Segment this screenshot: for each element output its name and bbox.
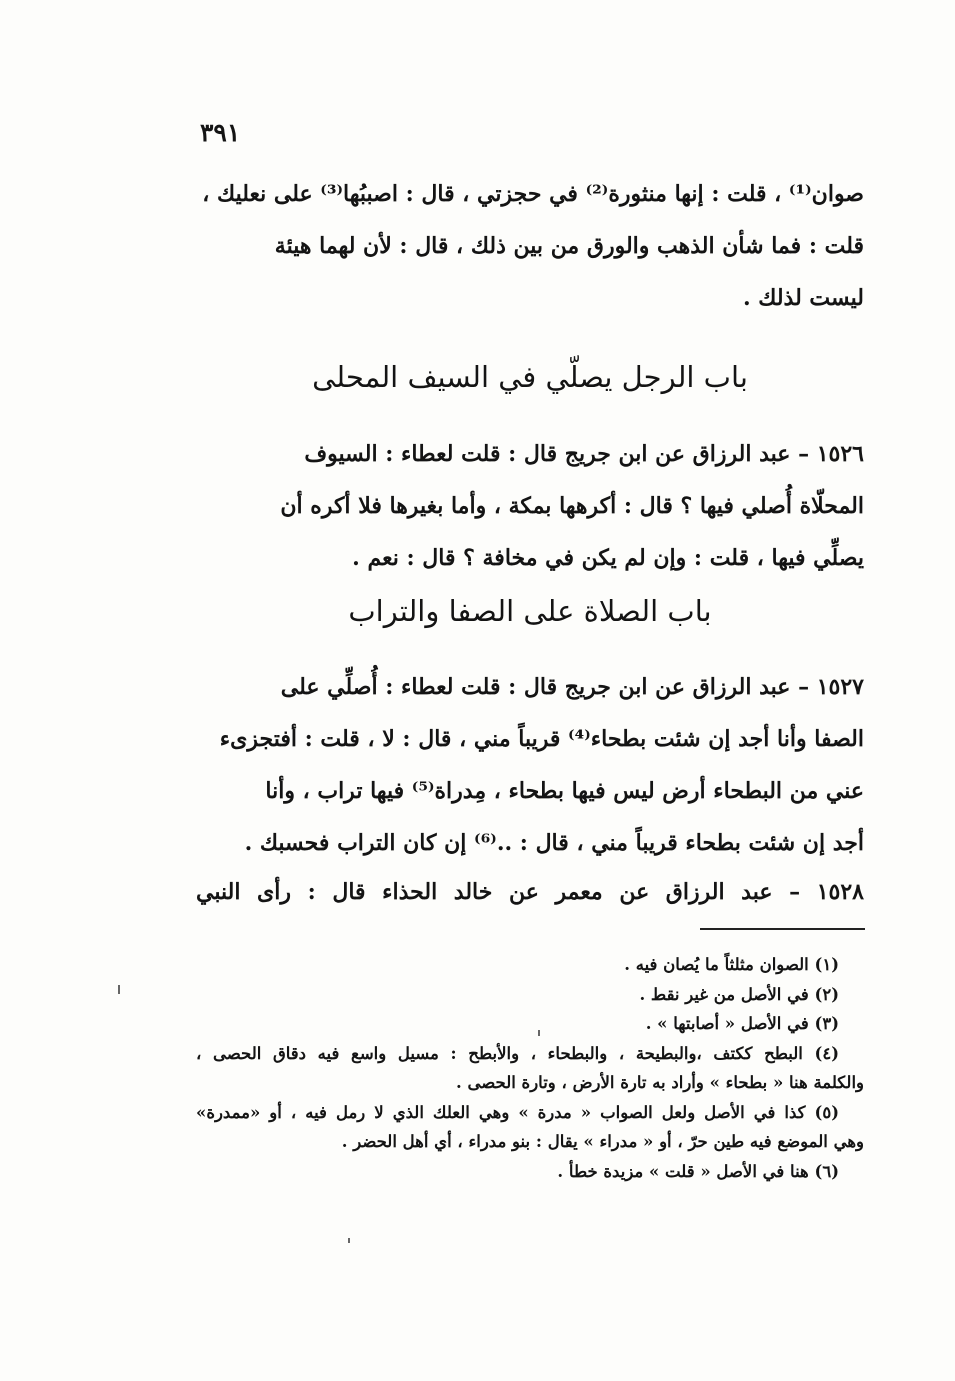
- hadith-1526: [196, 428, 864, 584]
- footnote-4-cont: والكلمة هنا « بطحاء » وأراد به تارة الأرض ، وتارة الحصى .: [456, 1073, 864, 1092]
- hadith-1528: [196, 866, 864, 918]
- hadith-1526-line-3: يصلِّي فيها ، قلت : وإن لم يكن في مخافة ؟ قال : نعم .: [352, 545, 864, 571]
- footnote-3: (٣) في الأصل « أصابتها » .: [645, 1014, 839, 1033]
- hadith-1527-line-1: ١٥٢٧ – عبد الرزاق عن ابن جريج قال : قلت لعطاء : أُصلِّي على: [280, 674, 864, 700]
- footnote-5-cont: وهي الموضع فيه طين حرّ ، أو « مدراء » يقال : بنو مدراء ، أي أهل الحضر .: [341, 1132, 864, 1151]
- scan-speck: [118, 985, 120, 994]
- hadith-1527-line-2: الصفا وأنا أجد إن شئت بطحاء⁽⁴⁾ قريباً مني ، قال : لا ، قلت : أفتجزىء: [219, 726, 864, 752]
- scan-speck: [538, 1030, 540, 1036]
- hadith-1528-line-1: ١٥٢٨ – عبد الرزاق عن معمر عن خالد الحذاء قال : رأى النبي: [196, 879, 864, 905]
- page-number: ٣٩١: [200, 118, 241, 147]
- hadith-1526-line-2: المحلّاة أُصلي فيها ؟ قال : أكرهها بمكة ، وأما بغيرها فلا أكره أن: [280, 493, 864, 519]
- scan-speck: [348, 1238, 350, 1243]
- footnote-4: (٤) البطح ككتف ،والبطيحة ، والبطحاء ، والأبطح : مسيل واسع فيه دقاق الحصى ،: [196, 1043, 839, 1063]
- footnote-6: (٦) هنا في الأصل « قلت » مزيدة خطأ .: [557, 1161, 839, 1181]
- hadith-1526-line-1: ١٥٢٦ – عبد الرزاق عن ابن جريج قال : قلت لعطاء : السيوف: [304, 441, 864, 467]
- hadith-1527-line-4: أجد إن شئت بطحاء قريباً مني ، قال : ..⁽⁶⁾ إن كان التراب فحسبك .: [244, 830, 864, 856]
- intro-paragraph: [196, 168, 864, 324]
- intro-line-2: قلت : فما شأن الذهب والورق من بين ذلك ، قال : لأن لهما هيئة: [274, 233, 864, 259]
- section-heading-1: باب الرجل يصلّي في السيف المحلى: [312, 360, 748, 394]
- hadith-1527: [196, 661, 864, 869]
- footnote-2: (٢) في الأصل من غير نقط .: [639, 984, 839, 1004]
- footnote-divider: [700, 928, 865, 930]
- intro-line-3: ليست لذلك .: [742, 285, 864, 311]
- section-heading-2: باب الصلاة على الصفا والتراب: [348, 594, 712, 628]
- footnote-5: (٥) كذا في الأصل ولعل الصواب « مدرة » وهي العلك الذي لا رمل فيه ، أو «ممدرة»: [196, 1102, 839, 1122]
- hadith-1527-line-3: عني من البطحاء أرض ليس فيها بطحاء ، مِدراة⁽⁵⁾ فيها تراب ، وأنا: [265, 778, 864, 804]
- footnote-1: (١) الصوان مثلثاً ما يُصان فيه .: [624, 955, 839, 974]
- intro-line-1: صوان⁽¹⁾ ، قلت : إنها منثورة⁽²⁾ في حجزتي ، قال : اصببُها⁽³⁾ على نعليك ،: [202, 181, 864, 207]
- footnotes: [196, 950, 864, 1186]
